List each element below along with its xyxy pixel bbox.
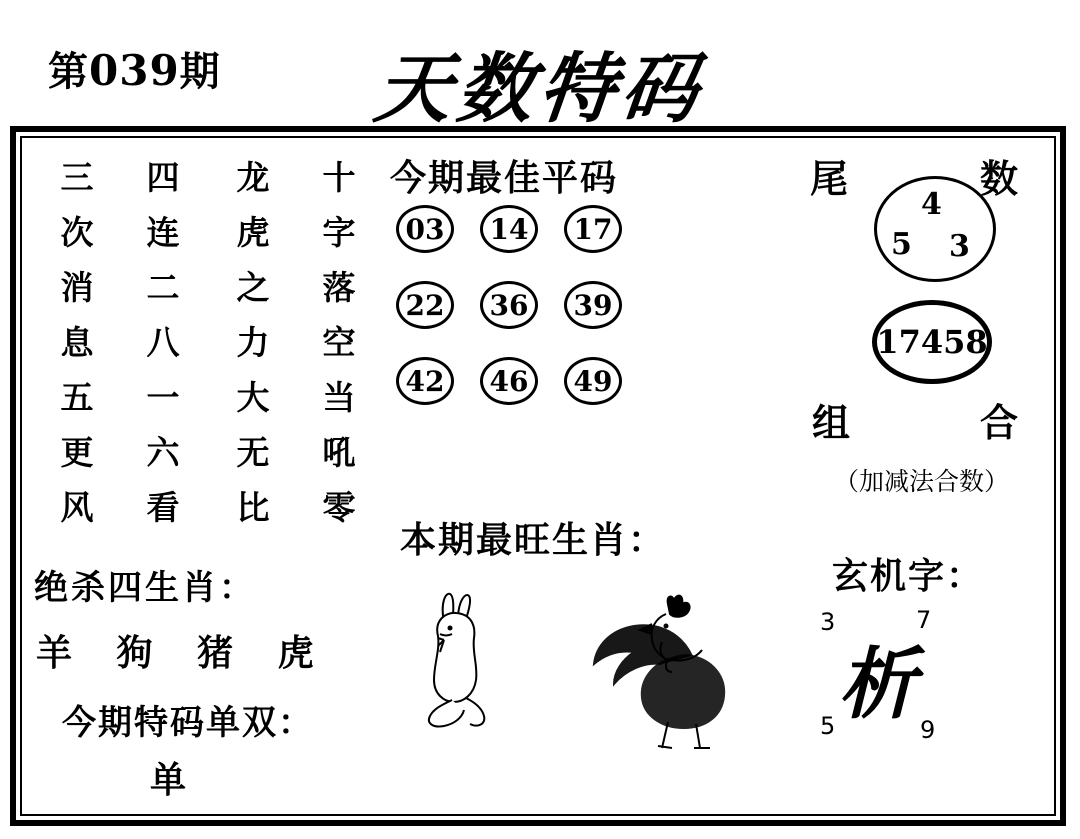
tail-number: 3: [949, 229, 970, 264]
odd-even-value: 单: [150, 759, 187, 801]
number-ball: 49: [564, 357, 622, 405]
tail-numbers-circle: [874, 176, 996, 282]
ball-row: [396, 357, 666, 405]
poem-column-4: [316, 150, 362, 535]
poem-char: 息: [60, 323, 94, 362]
poem-char: 八: [146, 323, 180, 362]
kill-zodiac-label: 绝杀四生肖：: [34, 568, 256, 608]
poem-char: 连: [146, 213, 180, 252]
poem-char: 力: [236, 323, 270, 362]
poem-char: 次: [60, 213, 94, 252]
poem-char: 五: [60, 378, 94, 417]
poem-char: 消: [60, 268, 94, 307]
ball-row: [396, 281, 666, 329]
poem-char: 大: [236, 378, 270, 417]
rooster-illustration: [594, 596, 724, 748]
issue-prefix: 第: [48, 48, 89, 95]
poem-char: 龙: [236, 158, 270, 197]
zu-label: 组: [812, 400, 851, 445]
poem-char: 吼: [322, 433, 356, 472]
number-ball: 39: [564, 281, 622, 329]
number-ball-grid: [396, 205, 666, 433]
issue-label: [48, 40, 221, 97]
animal-illustrations: [400, 580, 740, 755]
number-ball: 42: [396, 357, 454, 405]
hot-zodiac-title: 本期最旺生肖：: [400, 519, 667, 561]
poem-column-2: [140, 150, 186, 535]
poem-char: 四: [146, 158, 180, 197]
poem-char: 落: [322, 268, 356, 307]
poem-char: 当: [322, 378, 356, 417]
tail-label: 尾: [810, 156, 849, 201]
poem-char: 十: [322, 158, 356, 197]
issue-suffix: 期: [179, 48, 221, 95]
poem-char: 更: [60, 433, 94, 472]
poem-column-3: [230, 150, 276, 535]
number-ball: 46: [480, 357, 538, 405]
xuanji-label: 玄机字：: [832, 555, 985, 597]
poem-char: 空: [322, 323, 356, 362]
poem-char: 三: [60, 158, 94, 197]
issue-number: 039: [89, 46, 180, 95]
poem-char: 六: [146, 433, 180, 472]
poem-char: 无: [236, 433, 270, 472]
tail-number: 4: [921, 187, 942, 222]
poem-char: 零: [322, 488, 356, 527]
tail-number: 5: [891, 227, 912, 262]
number-ball: 14: [480, 205, 538, 253]
odd-even-label: 今期特码单双：: [62, 703, 314, 743]
rabbit-illustration: [429, 594, 484, 727]
xuanji-corner-top-right: 7: [916, 606, 932, 634]
shu-label: 数: [980, 156, 1019, 201]
poem-column-1: [54, 150, 100, 535]
xuanji-box: [812, 600, 972, 750]
poem-char: 风: [60, 488, 94, 527]
best-numbers-title: 今期最佳平码: [390, 157, 619, 199]
xuanji-corner-top-left: 3: [820, 608, 836, 636]
kill-zodiac-values: 羊 狗 猪 虎: [36, 632, 330, 674]
poem-char: 一: [146, 378, 180, 417]
he-label: 合: [980, 400, 1019, 445]
ball-row: [396, 205, 666, 253]
page-title: 天数特码: [370, 44, 709, 133]
poem-char: 虎: [236, 213, 270, 252]
xuanji-character: 析: [838, 639, 917, 730]
poem-char: 之: [236, 268, 270, 307]
animal-illustration-svg: [400, 580, 740, 755]
poem-char: 字: [322, 213, 356, 252]
combo-number-circle: 17458: [872, 300, 992, 384]
xuanji-corner-bottom-left: 5: [820, 712, 836, 740]
number-ball: 36: [480, 281, 538, 329]
poem-char: 看: [146, 488, 180, 527]
combo-note: （加减法合数）: [834, 467, 1010, 496]
number-ball: 17: [564, 205, 622, 253]
poem-columns: [40, 150, 360, 540]
number-ball: 03: [396, 205, 454, 253]
number-ball: 22: [396, 281, 454, 329]
poem-char: 比: [236, 488, 270, 527]
xuanji-corner-bottom-right: 9: [920, 716, 936, 744]
poem-char: 二: [146, 268, 180, 307]
